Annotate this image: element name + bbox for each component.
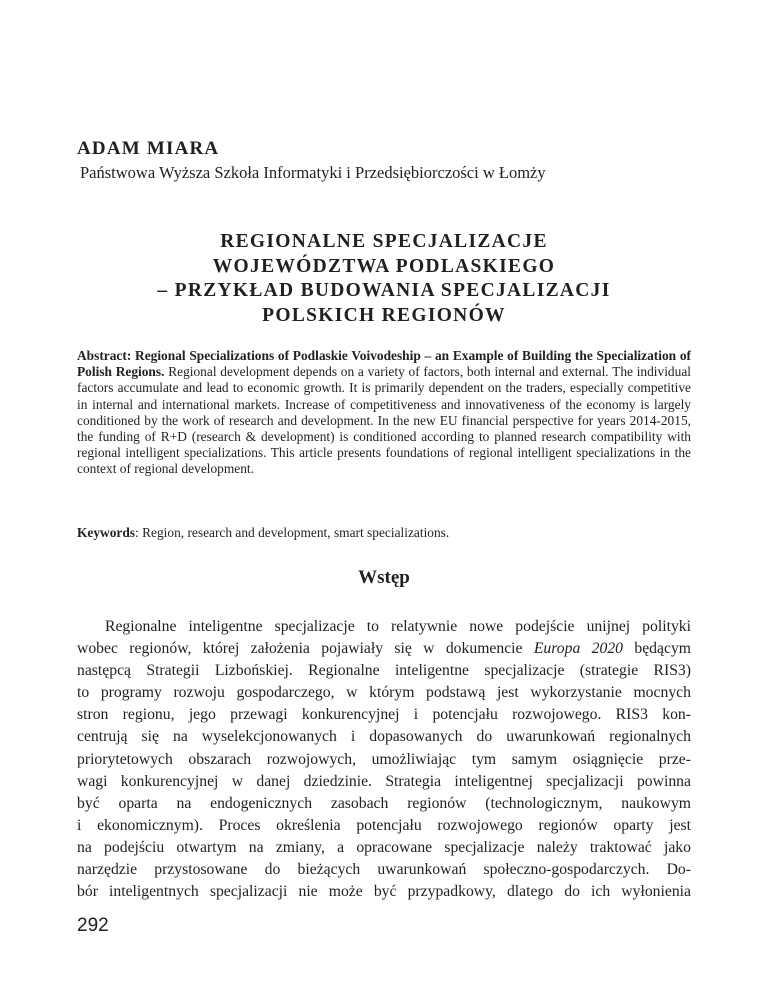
body-line: centrują się na wyselekcjonowanych i dopasowanych do uwarunkowań regionalnych [77, 728, 691, 746]
title-line: POLSKICH REGIONÓW [262, 304, 506, 326]
article-title [80, 230, 688, 328]
body-line: na podejściu otwartym na zmiany, a opracowane specjalizacje należy traktować jako [77, 838, 691, 856]
title-line: – PRZYKŁAD BUDOWANIA SPECJALIZACJI [157, 280, 611, 301]
title-line: WOJEWÓDZTWA PODLASKIEGO [212, 255, 556, 277]
author-name: ADAM MIARA [77, 138, 220, 159]
body-line: priorytetowych obszarach rozwojowych, umożliwiając tym samym osiągnięcie prze- [77, 750, 691, 768]
body-line: następcą Strategii Lizbońskiej. Regionalne inteligentne specjalizacje (strategie RIS3) [77, 662, 691, 680]
body-line: Regionalne inteligentne specjalizacje to relatywnie nowe podejście unijnej polityki [105, 618, 691, 635]
body-line: wagi konkurencyjnej w danej dziedzinie. Strategia inteligentnej specjalizacji powinna [77, 772, 691, 790]
keywords [77, 525, 691, 541]
body-line: stron regionu, jego przewagi konkurencyjnej i potencjału rozwojowego. RIS3 kon- [77, 706, 691, 724]
page-number: 292 [77, 915, 109, 936]
abstract-label: Abstract: Regional Specializations of Podlaskie Voivodeship – an Example of Building the Specialization of Polish Regions. [77, 348, 691, 380]
body-line: wobec regionów, której założenia pojawiały się w dokumencie Europa 2020 będącym [77, 640, 691, 658]
author-affiliation: Państwowa Wyższa Szkoła Informatyki i Przedsiębiorczości w Łomży [80, 163, 546, 182]
body-line: to programy rozwoju gospodarczego, w którym podstawą jest wykorzystanie mocnych [77, 684, 691, 702]
keywords-text: : Region, research and development, smart specializations. [135, 525, 450, 540]
title-line: REGIONALNE SPECJALIZACJE [220, 231, 548, 252]
body-line: być oparta na endogenicznych zasobach regionów (technologicznym, naukowym [77, 794, 691, 812]
keywords-label: Keywords [77, 525, 136, 540]
body-line: narzędzie przystosowane do bieżących uwarunkowań społeczno-gospodarczych. Do- [77, 861, 691, 879]
abstract-text: Regional development depends on a variety of factors, both internal and external. The individual factors accumulate and lead to economic growth. It is primarily dependent on the traders, especially competitive in internal and international markets. Increase of competitiveness and innovativeness of the economy is largely conditioned by the work of research and development. In the new EU financial perspective for years 2014-2015, the funding of R+D (research & development) is conditioned according to planned research compatibility with regional intelligent specializations. This article presents foundations of regional intelligent specializations in the context of regional development. [77, 364, 691, 477]
body-line: i ekonomicznym). Proces określenia potencjału rozwojowego regionów oparty jest [77, 816, 691, 834]
section-heading: Wstęp [358, 567, 410, 588]
abstract [77, 348, 691, 478]
body-line: bór inteligentnych specjalizacji nie może być przypadkowy, dlatego do ich wyłonienia [77, 883, 691, 901]
body-text [77, 616, 691, 903]
